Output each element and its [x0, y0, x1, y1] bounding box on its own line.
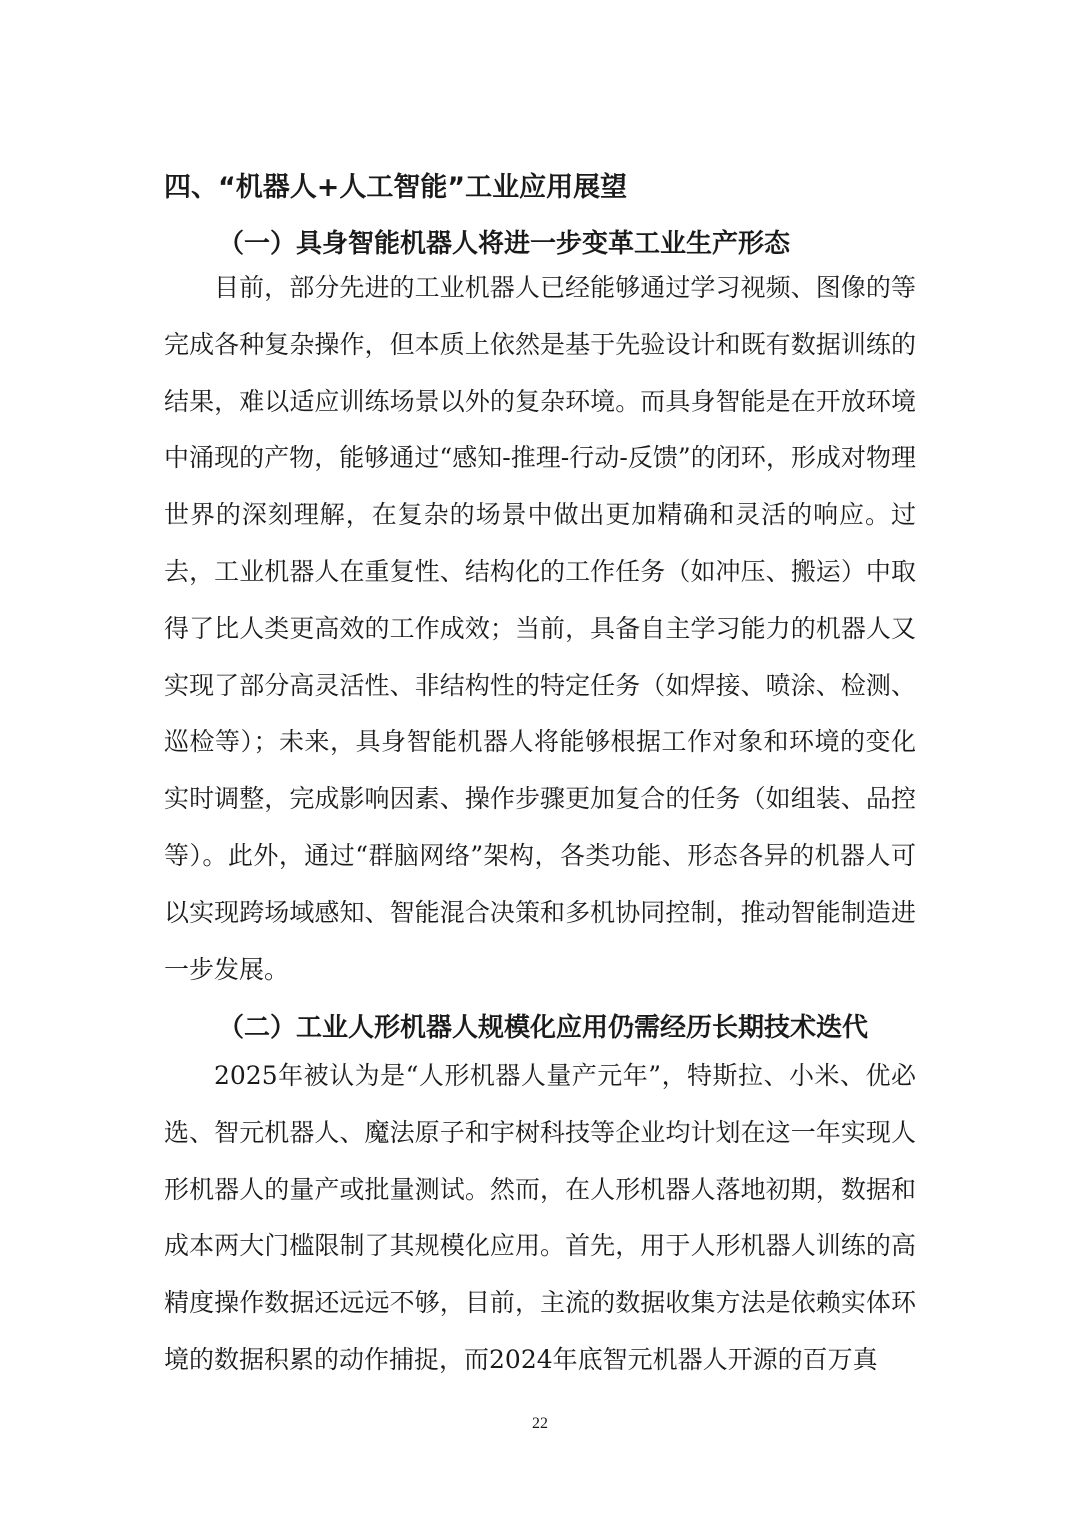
paragraph-2: 2025年被认为是“人形机器人量产元年”，特斯拉、小米、优必选、智元机器人、魔法原子和宇树科技等企业均计划在这一年实现人形机器人的量产或批量测试。然而，在人形机器人落地初期，数据和成本两大门槛限制了其规模化应用。首先，用于人形机器人训练的高精度操作数据还远远不够，目前，主流的数据收集方法是依赖实体环境的数据积累的动作捕捉，而2024年底智元机器人开源的百万真: [164, 1061, 916, 1374]
subsection-heading-1: （一）具身智能机器人将进一步变革工业生产形态: [218, 229, 791, 259]
subsection-heading-2: （二）工业人形机器人规模化应用仍需经历长期技术迭代: [218, 1013, 869, 1043]
section-heading: 四、“机器人+人工智能”工业应用展望: [164, 172, 628, 203]
page-number: 22: [532, 1415, 548, 1432]
paragraph-1: 目前，部分先进的工业机器人已经能够通过学习视频、图像的等完成各种复杂操作，但本质上依然是基于先验设计和既有数据训练的结果，难以适应训练场景以外的复杂环境。而具身智能是在开放环境中涌现的产物，能够通过“感知-推理-行动-反馈”的闭环，形成对物理世界的深刻理解，在复杂的场景中做出更加精确和灵活的响应。过去，工业机器人在重复性、结构化的工作任务（如冲压、搬运）中取得了比人类更高效的工作成效；当前，具备自主学习能力的机器人又实现了部分高灵活性、非结构性的特定任务（如焊接、喷涂、检测、巡检等）；未来，具身智能机器人将能够根据工作对象和环境的变化实时调整，完成影响因素、操作步骤更加复合的任务（如组装、品控等）。此外，通过“群脑网络”架构，各类功能、形态各异的机器人可以实现跨场域感知、智能混合决策和多机协同控制，推动智能制造进一步发展。: [164, 273, 916, 984]
